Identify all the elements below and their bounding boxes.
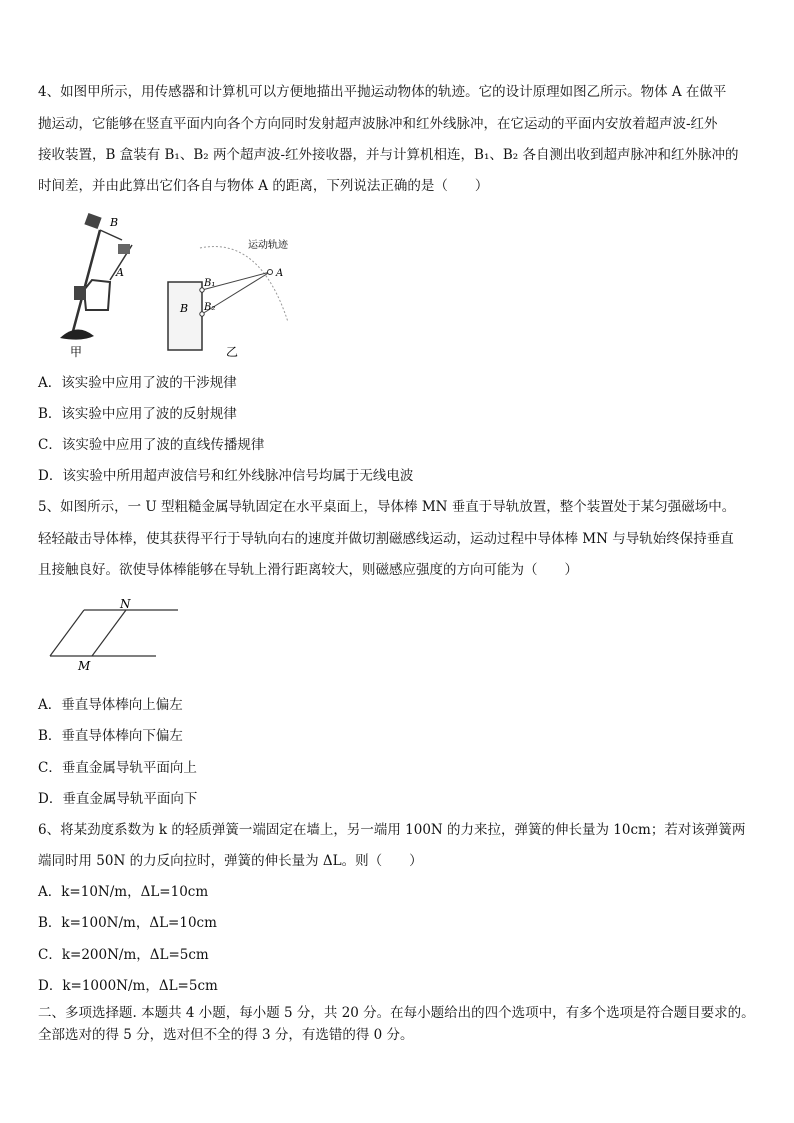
yi-caption: 乙 xyxy=(226,345,239,359)
yi-label-a: A xyxy=(276,268,284,279)
object-a-dot xyxy=(268,270,273,275)
jia-label-b: B xyxy=(110,216,119,229)
box-b-device xyxy=(84,213,101,229)
q6-text-line-1: 6、将某劲度系数为 k 的轻质弹簧一端固定在墙上，另一端用 100N 的力来拉，弹簧的伸长量为 10cm；若对该弹簧两 xyxy=(38,822,746,838)
box-b xyxy=(168,282,202,350)
yi-label-b: B xyxy=(180,302,189,315)
q4-option-b: B．该实验中应用了波的反射规律 xyxy=(38,406,237,422)
q4-option-c: C．该实验中应用了波的直线传播规律 xyxy=(38,437,265,453)
figure-jia xyxy=(52,210,152,360)
label-m: M xyxy=(78,659,91,672)
q6-option-b: B．k=100N/m，ΔL=10cm xyxy=(38,915,217,931)
q4-text-line-1: 4、如图甲所示，用传感器和计算机可以方便地描出平抛运动物体的轨迹。它的设计原理如图乙所示。物体 A 在做平 xyxy=(38,84,727,100)
yi-label-b1: B₁ xyxy=(204,278,216,289)
q5-text-line-3: 且接触良好。欲使导体棒能够在导轨上滑行距离较大，则磁感应强度的方向可能为（ ） xyxy=(38,562,578,578)
jia-label-a: A xyxy=(116,266,124,279)
section2-line-2: 全部选对的得 5 分，选对但不全的得 3 分，有选错的得 0 分。 xyxy=(38,1027,414,1043)
section2-line-1: 二、多项选择题. 本题共 4 小题，每小题 5 分，共 20 分。在每小题给出的四个选项中，有多个选项是符合题目要求的。 xyxy=(38,1005,755,1021)
q6-text-line-2: 端同时用 50N 的力反向拉时，弹簧的伸长量为 ΔL。则（ ） xyxy=(38,853,423,869)
track-label: 运动轨迹 xyxy=(248,240,288,251)
object-a xyxy=(118,244,130,254)
q6-option-d: D．k=1000N/m，ΔL=5cm xyxy=(38,978,218,994)
q5-text-line-1: 5、如图所示，一 U 型粗糙金属导轨固定在水平桌面上，导体棒 MN 垂直于导轨放置，整个装置处于某匀强磁场中。 xyxy=(38,499,736,515)
q6-option-c: C．k=200N/m，ΔL=5cm xyxy=(38,947,209,963)
figure-rail xyxy=(44,596,184,672)
q4-text-line-2: 抛运动，它能够在竖直平面内向各个方向同时发射超声波脉冲和红外线脉冲，在它运动的平面内安放着超声波-红外 xyxy=(38,116,718,132)
label-n: N xyxy=(120,597,131,611)
figure-yi xyxy=(160,232,300,360)
rod-mn xyxy=(92,610,126,656)
stand-arm xyxy=(100,230,122,240)
q4-option-a: A．该实验中应用了波的干涉规律 xyxy=(38,375,237,391)
stand-pole xyxy=(72,230,100,335)
jia-caption: 甲 xyxy=(70,345,83,359)
yi-label-b2: B₂ xyxy=(204,302,216,313)
clamp xyxy=(84,280,110,310)
q5-option-c: C．垂直金属导轨平面向上 xyxy=(38,760,197,776)
q5-option-d: D．垂直金属导轨平面向下 xyxy=(38,791,198,807)
q4-text-line-3: 接收装置，B 盒装有 B₁、B₂ 两个超声波-红外接收器，并与计算机相连，B₁、B₂ 各自测出收到超声脉冲和红外脉冲的 xyxy=(38,147,739,163)
q6-option-a: A．k=10N/m，ΔL=10cm xyxy=(38,884,209,900)
q5-text-line-2: 轻轻敲击导体棒，使其获得平行于导轨向右的速度并做切割磁感线运动，运动过程中导体棒 MN 与导轨始终保持垂直 xyxy=(38,531,734,547)
clamp-screw xyxy=(74,286,86,300)
q5-option-b: B．垂直导体棒向下偏左 xyxy=(38,728,183,744)
q5-option-a: A．垂直导体棒向上偏左 xyxy=(38,697,183,713)
rail-end xyxy=(50,610,84,656)
q4-option-d: D．该实验中所用超声波信号和红外线脉冲信号均属于无线电波 xyxy=(38,468,414,484)
q4-text-line-4: 时间差，并由此算出它们各自与物体 A 的距离，下列说法正确的是（ ） xyxy=(38,178,489,194)
stand-base xyxy=(60,329,94,339)
